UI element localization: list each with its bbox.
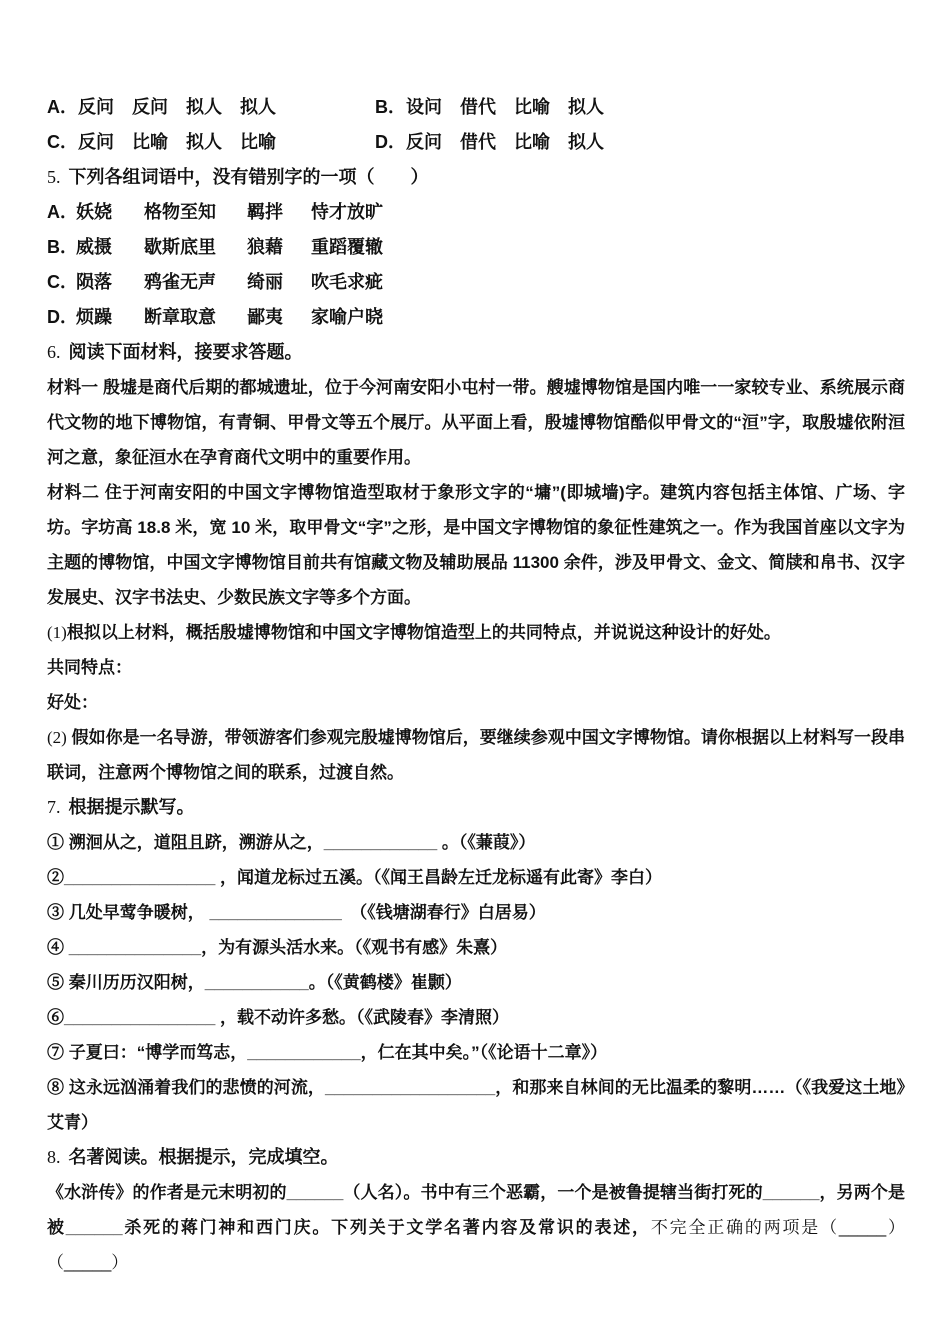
q5-option-c-word2: 鸦雀无声	[144, 272, 216, 292]
q5-option-b-word1: 威摄	[76, 237, 112, 257]
q7-title	[47, 790, 905, 825]
q6-material-2: 材料二 住于河南安阳的中国文字博物馆造型取材于象形文字的“墉”(即城墙)字。建筑内容包括主体馆、广场、字坊。字坊高 18.8 米，宽 10 米，取甲骨文“字”之形，是中国文字博物馆的象征性建筑之一。作为我国首座以文字为主题的博物馆，中国文字博物馆目前共有馆藏文物及辅助展品 11300 余件，涉及甲骨文、金文、简牍和帛书、汉字发展史、汉字书法史、少数民族文字等多个方面。	[47, 483, 905, 607]
q6-subquestion-1	[47, 615, 905, 650]
q5-number: 5.	[47, 167, 61, 187]
q5-option-b-word3: 狼藉	[247, 237, 283, 257]
q5-option-d-word1: 烦躁	[76, 307, 112, 327]
q7-item-1: ① 溯洄从之，道阻且跻，溯游从之，____________ 。（《蒹葭》）	[47, 833, 536, 852]
q8-number: 8.	[47, 1147, 61, 1167]
q4-option-c: C．反问 比喻 拟人 比喻	[47, 132, 276, 152]
q6-benefit-label: 好处：	[47, 693, 98, 712]
q5-option-c	[47, 265, 905, 300]
q7-item-3: ③ 几处早莺争暖树， ______________ （《钱塘湖春行》白居易）	[47, 903, 546, 922]
q6-sub2-number: (2)	[47, 728, 67, 747]
q5-option-a	[47, 195, 905, 230]
q5-option-c-word1: 陨落	[76, 272, 112, 292]
q5-option-b-word4: 重蹈覆辙	[311, 237, 383, 257]
q7-title-text: 根据提示默写。	[68, 797, 195, 817]
q6-subquestion-2	[47, 720, 905, 790]
q8-title	[47, 1140, 905, 1175]
q4-option-b: B．设问 借代 比喻 拟人	[375, 97, 604, 117]
q5-title-text: 下列各组词语中，没有错别字的一项（ ）	[68, 167, 429, 187]
q5-option-d-word2: 断章取意	[144, 307, 216, 327]
q6-number: 6.	[47, 342, 61, 362]
q5-option-a-word1: 妖娆	[76, 202, 112, 222]
q8-body-tail: 不完全正确的两项是（_____） （_____）	[47, 1218, 905, 1272]
q5-option-a-word2: 格物至知	[144, 202, 216, 222]
q7-number: 7.	[47, 797, 61, 817]
q5-option-a-label: A．	[47, 202, 78, 222]
q5-option-d-label: D．	[47, 307, 78, 327]
q5-option-a-word4: 恃才放旷	[311, 202, 383, 222]
q5-title	[47, 160, 905, 195]
q7-item-4: ④ ______________，为有源头活水来。（《观书有感》朱熹）	[47, 938, 508, 957]
q7-item-7: ⑦ 子夏曰：“博学而笃志，____________，仁在其中矣。”（《论语十二章》）	[47, 1043, 608, 1062]
q5-option-d	[47, 300, 905, 335]
q5-option-b-word2: 歇斯底里	[144, 237, 216, 257]
q4-option-a: A．反问 反问 拟人 拟人	[47, 97, 276, 117]
q8-title-text: 名著阅读。根据提示，完成填空。	[68, 1147, 339, 1167]
q5-option-b-label: B．	[47, 237, 78, 257]
q7-item-2: ②________________ ，闻道龙标过五溪。（《闻王昌龄左迁龙标遥有此寄》李白）	[47, 868, 662, 887]
q5-option-c-word3: 绮丽	[247, 272, 283, 292]
q5-option-d-word4: 家喻户晓	[311, 307, 383, 327]
q6-sub1-number: (1)	[47, 623, 67, 642]
q7-item-5: ⑤ 秦川历历汉阳树，___________。（《黄鹤楼》崔颢）	[47, 973, 462, 992]
q5-option-c-word4: 吹毛求疵	[311, 272, 383, 292]
q8-body	[47, 1175, 905, 1280]
q6-sub1-text: 根拟以上材料，概括殷墟博物馆和中国文字博物馆造型上的共同特点，并说说这种设计的好处。	[66, 623, 781, 642]
q4-options-row-ab	[47, 90, 905, 125]
q6-title	[47, 335, 905, 370]
q6-material-1: 材料一 殷墟是商代后期的都城遗址，位于今河南安阳小屯村一带。艘墟博物馆是国内唯一一家较专业、系统展示商代文物的地下博物馆，有青铜、甲骨文等五个展厅。从平面上看，殷墟博物馆酷似甲骨文的“洹”字，取殷墟依附洹河之意，象征洹水在孕育商代文明中的重要作用。	[47, 378, 905, 467]
q5-option-d-word3: 鄙夷	[247, 307, 283, 327]
q4-options-row-cd	[47, 125, 905, 160]
q7-item-8: ⑧ 这永远汹涌着我们的悲愤的河流，__________________，和那来自林间的无比温柔的黎明……（《我爱这土地》艾青）	[47, 1078, 905, 1132]
q5-option-a-word3: 羁拌	[247, 202, 283, 222]
q6-feature-label: 共同特点：	[47, 658, 132, 677]
q5-option-b	[47, 230, 905, 265]
q6-title-text: 阅读下面材料，接要求答题。	[68, 342, 303, 362]
q6-sub2-text: 假如你是一名导游，带领游客们参观完殷墟博物馆后，要继续参观中国文字博物馆。请你根据以上材料写一段串联词，注意两个博物馆之间的联系，过渡自然。	[47, 728, 905, 782]
q5-option-c-label: C．	[47, 272, 78, 292]
q4-option-d: D．反问 借代 比喻 拟人	[375, 132, 604, 152]
q8-body-main: 《水浒传》的作者是元末明初的______（人名）。书中有三个恶霸，一个是被鲁提辖当街打死的______，另两个是被______杀死的蒋门神和西门庆。下列关于文学名著内容及常识的表述，	[47, 1183, 905, 1237]
q7-item-6: ⑥________________ ，载不动许多愁。（《武陵春》李清照）	[47, 1008, 509, 1027]
